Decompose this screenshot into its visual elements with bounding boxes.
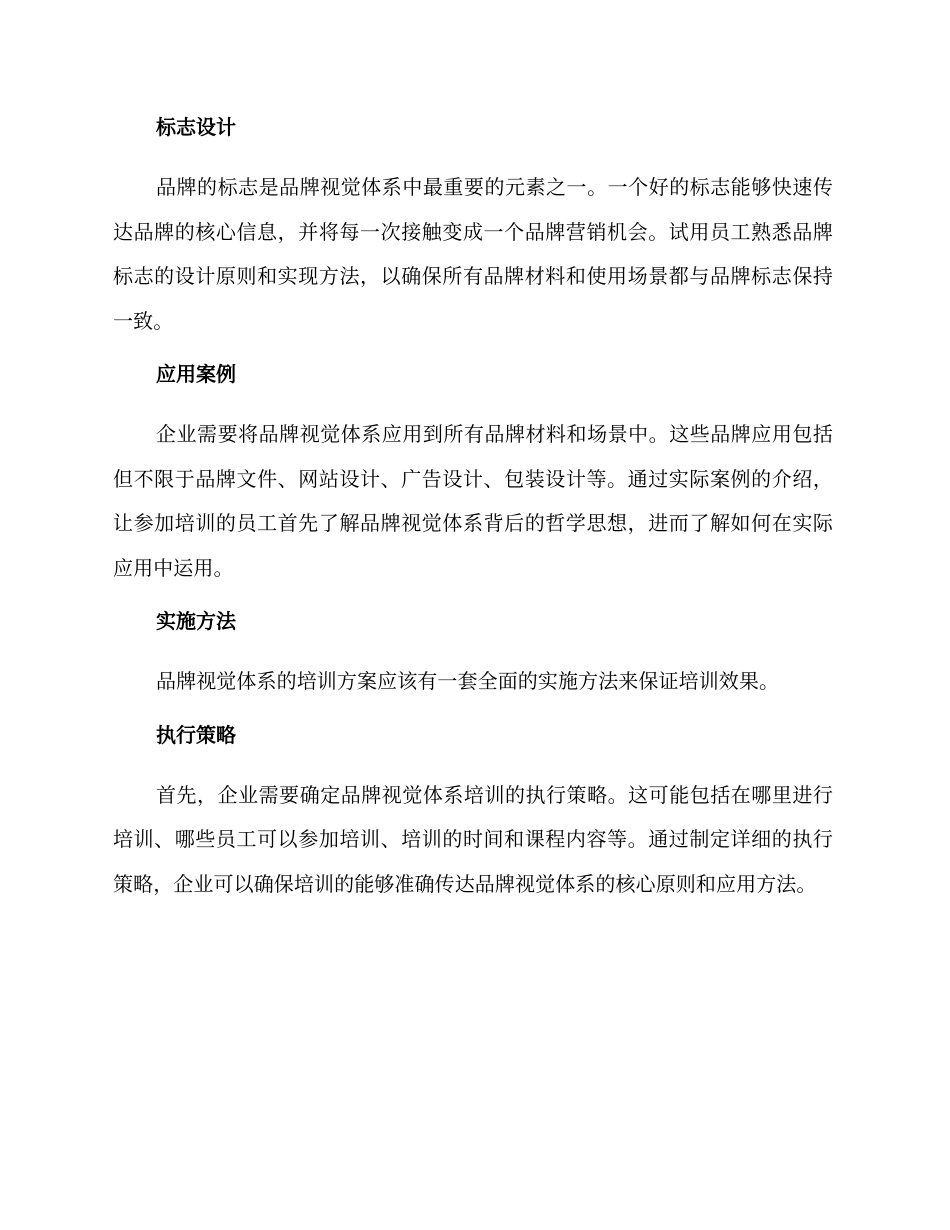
section-heading-application-cases: 应用案例	[156, 362, 236, 386]
document-body	[113, 112, 833, 906]
section-paragraph-application-cases: 企业需要将品牌视觉体系应用到所有品牌材料和场景中。这些品牌应用包括但不限于品牌文件、网站设计、广告设计、包装设计等。通过实际案例的介绍，让参加培训的员工首先了解品牌视觉体系背后的哲学思想，进而了解如何在实际应用中运用。	[113, 422, 833, 580]
section-paragraph-logo-design: 品牌的标志是品牌视觉体系中最重要的元素之一。一个好的标志能够快速传达品牌的核心信息，并将每一次接触变成一个品牌营销机会。试用员工熟悉品牌标志的设计原则和实现方法，以确保所有品牌材料和使用场景都与品牌标志保持一致。	[113, 175, 833, 333]
section-heading-implementation: 实施方法	[156, 609, 236, 633]
section-paragraph-execution-strategy: 首先，企业需要确定品牌视觉体系培训的执行策略。这可能包括在哪里进行培训、哪些员工可以参加培训、培训的时间和课程内容等。通过制定详细的执行策略，企业可以确保培训的能够准确传达品牌视觉体系的核心原则和应用方法。	[113, 782, 833, 896]
section-paragraph-implementation: 品牌视觉体系的培训方案应该有一套全面的实施方法来保证培训效果。	[156, 669, 780, 693]
section-heading-execution-strategy: 执行策略	[156, 722, 236, 747]
section-heading-logo-design: 标志设计	[156, 115, 236, 139]
